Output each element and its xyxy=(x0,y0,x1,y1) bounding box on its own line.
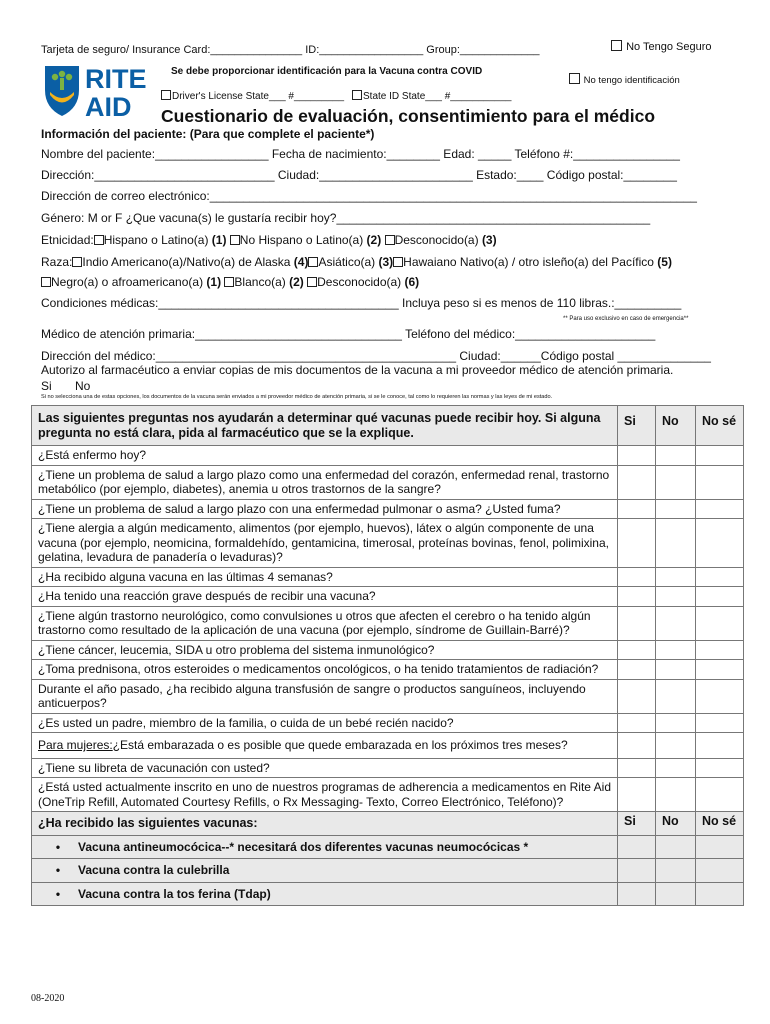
table-row xyxy=(32,499,744,519)
vaccine-label: Vacuna antineumocócica--* necesitará dos diferentes vacunas neumocócicas * xyxy=(78,839,529,854)
race-option: Desconocido(a) xyxy=(317,275,405,289)
ethnicity-checkbox-hispanic[interactable] xyxy=(94,235,104,245)
ethnicity-checkbox-non-hispanic[interactable] xyxy=(230,235,240,245)
vaccines-header-text: ¿Ha recibido las siguientes vacunas: xyxy=(32,812,618,836)
answer-no-cell[interactable] xyxy=(656,713,696,733)
answer-si-cell[interactable] xyxy=(618,733,656,759)
emergency-note: ** Para uso exclusivo en caso de emergencia** xyxy=(563,316,689,322)
answer-no-cell[interactable] xyxy=(656,519,696,568)
table-row xyxy=(32,758,744,778)
answer-si-cell[interactable] xyxy=(618,859,656,883)
table-row xyxy=(32,679,744,713)
fine-print: Si no selecciona una de estas opciones, los documentos de la vacuna serán enviados a mi proveedor médico de atención primaria, si se le conoce, tal como lo requieren las normas y las leyes de mi estado. xyxy=(41,394,553,400)
answer-nose-cell[interactable] xyxy=(696,835,744,859)
ethnicity-code: (3) xyxy=(481,233,497,247)
question-text: ¿Tiene algún trastorno neurológico, como convulsiones u otros que afecten el cerebro o ha tenido algún trastorno como resultado de la aplicación de una vacuna (por ejemplo, síndrome de Guillain-Barré)? xyxy=(32,606,618,640)
authorization-text: Autorizo al farmacéutico a enviar copias de mis documentos de la vacuna a mi proveedor médico de atención primaria. xyxy=(41,363,674,377)
answer-nose-cell[interactable] xyxy=(696,660,744,680)
answer-si-cell[interactable] xyxy=(618,778,656,812)
women-question: ¿Está embarazada o es posible que quede embarazada en los próximos tres meses? xyxy=(112,738,568,752)
ethnicity-label: Etnicidad: xyxy=(41,233,94,247)
bullet-icon: • xyxy=(55,863,61,877)
answer-no-cell[interactable] xyxy=(656,660,696,680)
answer-nose-cell[interactable] xyxy=(696,519,744,568)
logo-text-aid: AID xyxy=(85,92,132,120)
answer-no-cell[interactable] xyxy=(656,465,696,499)
answer-si-cell[interactable] xyxy=(618,835,656,859)
question-text: ¿Es usted un padre, miembro de la familia, o cuida de un bebé recién nacido? xyxy=(32,713,618,733)
answer-si-cell[interactable] xyxy=(618,713,656,733)
ethnicity-option: Hispano o Latino(a) xyxy=(103,233,212,247)
answer-no-cell[interactable] xyxy=(656,859,696,883)
answer-nose-cell[interactable] xyxy=(696,778,744,812)
col-header-si: Si xyxy=(618,812,656,836)
answer-si-cell[interactable] xyxy=(618,499,656,519)
rite-aid-logo xyxy=(41,60,159,120)
answer-si-cell[interactable] xyxy=(618,660,656,680)
answer-nose-cell[interactable] xyxy=(696,733,744,759)
answer-no-cell[interactable] xyxy=(656,606,696,640)
state-id-option[interactable] xyxy=(352,90,511,102)
table-row xyxy=(32,660,744,680)
vaccine-row xyxy=(32,859,744,883)
answer-no-cell[interactable] xyxy=(656,778,696,812)
answer-no-cell[interactable] xyxy=(656,567,696,587)
race-checkbox-unknown[interactable] xyxy=(307,277,317,287)
license-line: Driver's License State___ #_________ xyxy=(172,91,345,102)
vaccine-item xyxy=(32,835,618,859)
race-option: Asiático(a) xyxy=(318,255,379,269)
race-checkbox-native-american[interactable] xyxy=(72,257,82,267)
footer-code: 08-2020 xyxy=(31,993,65,1004)
gender-vaccine-line[interactable]: Género: M or F ¿Que vacuna(s) le gustaría recibir hoy?_______________________________________________ xyxy=(41,211,651,225)
col-header-si: Si xyxy=(618,406,656,446)
table-header-row xyxy=(32,406,744,446)
license-checkbox[interactable] xyxy=(161,90,171,100)
state-id-checkbox[interactable] xyxy=(352,90,362,100)
race-checkbox-black[interactable] xyxy=(41,277,51,287)
email-line[interactable]: Dirección de correo electrónico:_________________________________________________________________________ xyxy=(41,189,697,203)
col-header-nose: No sé xyxy=(696,406,744,446)
table-row xyxy=(32,446,744,466)
answer-si-cell[interactable] xyxy=(618,679,656,713)
race-row-1 xyxy=(41,255,672,269)
patient-section-title: Información del paciente: (Para que complete el paciente*) xyxy=(41,127,375,141)
answer-nose-cell[interactable] xyxy=(696,499,744,519)
answer-si-cell[interactable] xyxy=(618,567,656,587)
race-code: (5) xyxy=(657,255,672,269)
col-header-no: No xyxy=(656,812,696,836)
ethnicity-checkbox-unknown[interactable] xyxy=(385,235,395,245)
race-option: Indio Americano(a)/Nativo(a) de Alaska xyxy=(82,255,294,269)
logo-text-rite: RITE xyxy=(85,64,147,94)
bullet-icon: • xyxy=(55,886,61,901)
table-row xyxy=(32,733,744,759)
question-text-women xyxy=(32,733,618,759)
answer-si-cell[interactable] xyxy=(618,758,656,778)
bullet-icon: • xyxy=(55,839,61,854)
covid-id-notice: Se debe proporcionar identificación para la Vacuna contra COVID xyxy=(171,66,483,77)
no-id-option[interactable] xyxy=(569,73,680,86)
race-row-2 xyxy=(41,275,419,289)
answer-nose-cell[interactable] xyxy=(696,679,744,713)
table-row xyxy=(32,778,744,812)
table-row xyxy=(32,519,744,568)
race-option: Blanco(a) xyxy=(234,275,290,289)
answer-nose-cell[interactable] xyxy=(696,859,744,883)
answer-no-cell[interactable] xyxy=(656,640,696,660)
answer-si-cell[interactable] xyxy=(618,519,656,568)
doctor-line[interactable]: Médico de atención primaria:_______________________________ Teléfono del médico:_____________________ xyxy=(41,327,656,341)
race-checkbox-white[interactable] xyxy=(224,277,234,287)
answer-no-cell[interactable] xyxy=(656,446,696,466)
answer-nose-cell[interactable] xyxy=(696,446,744,466)
table-row xyxy=(32,567,744,587)
vaccine-label: Vacuna contra la tos ferina (Tdap) xyxy=(78,886,271,901)
answer-si-cell[interactable] xyxy=(618,606,656,640)
no-id-label: No tengo identificación xyxy=(583,75,680,86)
answer-nose-cell[interactable] xyxy=(696,640,744,660)
answer-si-cell[interactable] xyxy=(618,587,656,607)
no-insurance-label: No Tengo Seguro xyxy=(626,41,712,53)
question-text: ¿Tiene su libreta de vacunación con usted? xyxy=(32,758,618,778)
question-text: ¿Está enfermo hoy? xyxy=(32,446,618,466)
question-text: Durante el año pasado, ¿ha recibido alguna transfusión de sangre o productos sanguíneos, incluyendo anticuerpos? xyxy=(32,679,618,713)
doctor-address-line[interactable]: Dirección del médico:_____________________________________________ Ciudad:______Código postal ______________ xyxy=(41,349,711,363)
col-header-no: No xyxy=(656,406,696,446)
no-insurance-checkbox[interactable] xyxy=(611,40,622,51)
race-checkbox-pacific-islander[interactable] xyxy=(393,257,403,267)
answer-no-cell[interactable] xyxy=(656,758,696,778)
vaccines-header-row xyxy=(32,812,744,836)
table-header-text: Las siguientes preguntas nos ayudarán a determinar qué vacunas puede recibir hoy. Si alguna pregunta no está clara, pida al farmacéutico que se la explique. xyxy=(32,406,618,446)
race-code: (3) xyxy=(378,255,394,269)
vaccine-item xyxy=(32,882,618,906)
ethnicity-option: Desconocido(a) xyxy=(394,233,482,247)
insurance-card-line: Tarjeta de seguro/ Insurance Card:_______________ ID:_________________ Group:_____________ xyxy=(41,44,540,56)
race-label: Raza: xyxy=(41,255,73,269)
answer-no-cell[interactable] xyxy=(656,679,696,713)
table-row xyxy=(32,606,744,640)
answer-nose-cell[interactable] xyxy=(696,713,744,733)
patient-name-line[interactable]: Nombre del paciente:_________________ Fecha de nacimiento:________ Edad: _____ Teléfono #:________________ xyxy=(41,147,680,161)
answer-si-cell[interactable] xyxy=(618,640,656,660)
table-row xyxy=(32,713,744,733)
no-id-checkbox[interactable] xyxy=(569,73,580,84)
question-text: ¿Toma prednisona, otros esteroides o medicamentos oncológicos, o ha tenido tratamientos de radiación? xyxy=(32,660,618,680)
race-code: (6) xyxy=(404,275,420,289)
answer-nose-cell[interactable] xyxy=(696,465,744,499)
table-row xyxy=(32,465,744,499)
ethnicity-code: (2) xyxy=(366,233,382,247)
screening-table xyxy=(31,405,744,906)
race-option: Hawaiano Nativo(a) / otro isleño(a) del Pacífico xyxy=(403,255,658,269)
race-code: (1) xyxy=(206,275,222,289)
race-checkbox-asian[interactable] xyxy=(308,257,318,267)
answer-nose-cell[interactable] xyxy=(696,587,744,607)
vaccine-row xyxy=(32,882,744,906)
answer-nose-cell[interactable] xyxy=(696,606,744,640)
ethnicity-row xyxy=(41,233,497,247)
ethnicity-option: No Hispano o Latino(a) xyxy=(239,233,367,247)
race-code: (2) xyxy=(289,275,304,289)
answer-si-cell[interactable] xyxy=(618,882,656,906)
table-row xyxy=(32,640,744,660)
answer-no-cell[interactable] xyxy=(656,499,696,519)
vaccine-item xyxy=(32,859,618,883)
answer-nose-cell[interactable] xyxy=(696,882,744,906)
address-line[interactable]: Dirección:___________________________ Ciudad:_______________________ Estado:____ Código postal:________ xyxy=(41,168,677,182)
answer-no-cell[interactable] xyxy=(656,587,696,607)
question-text: ¿Tiene un problema de salud a largo plazo como una enfermedad del corazón, enfermedad renal, trastorno metabólico (por ejemplo, diabetes), anemia u otros trastornos de la sangre? xyxy=(32,465,618,499)
question-text: ¿Tiene cáncer, leucemia, SIDA u otro problema del sistema inmunológico? xyxy=(32,640,618,660)
answer-no-cell[interactable] xyxy=(656,882,696,906)
answer-si-cell[interactable] xyxy=(618,465,656,499)
state-id-line: State ID State___ #___________ xyxy=(363,91,512,102)
question-text: ¿Ha recibido alguna vacuna en las últimas 4 semanas? xyxy=(32,567,618,587)
race-option: Negro(a) o afroamericano(a) xyxy=(51,275,207,289)
col-header-nose: No sé xyxy=(696,812,744,836)
answer-nose-cell[interactable] xyxy=(696,567,744,587)
vaccine-row xyxy=(32,835,744,859)
ethnicity-code: (1) xyxy=(211,233,227,247)
page-title: Cuestionario de evaluación, consentimiento para el médico xyxy=(161,106,656,126)
medical-conditions-line[interactable]: Condiciones médicas:____________________________________ Incluya peso si es menos de 110 libras.:__________ xyxy=(41,296,682,310)
table-row xyxy=(32,587,744,607)
answer-no-cell[interactable] xyxy=(656,733,696,759)
question-text: ¿Tiene alergia a algún medicamento, alimentos (por ejemplo, huevos), látex o algún componente de una vacuna (por ejemplo, neomicina, formaldehído, gentamicina, timerosal, proteínas bovinas, fenol, polimixina, gelatina, levadura de panadería o levaduras)? xyxy=(32,519,618,568)
answer-no-cell[interactable] xyxy=(656,835,696,859)
question-text: ¿Ha tenido una reacción grave después de recibir una vacuna? xyxy=(32,587,618,607)
women-prefix: Para mujeres: xyxy=(38,738,113,752)
question-text: ¿Está usted actualmente inscrito en uno de nuestros programas de adherencia a medicamentos en Rite Aid (OneTrip Refill, Automated Courtesy Refills, o Rx Messaging- Texto, Correo Electrónico, Teléfono)? xyxy=(32,778,618,812)
license-option[interactable] xyxy=(161,90,344,102)
vaccine-label: Vacuna contra la culebrilla xyxy=(78,863,230,877)
answer-nose-cell[interactable] xyxy=(696,758,744,778)
question-text: ¿Tiene un problema de salud a largo plazo con una enfermedad pulmonar o asma? ¿Usted fuma? xyxy=(32,499,618,519)
answer-si-cell[interactable] xyxy=(618,446,656,466)
authorization-yes-no[interactable]: Si No xyxy=(41,379,91,393)
no-insurance-option[interactable] xyxy=(611,40,711,53)
race-code: (4) xyxy=(293,255,309,269)
